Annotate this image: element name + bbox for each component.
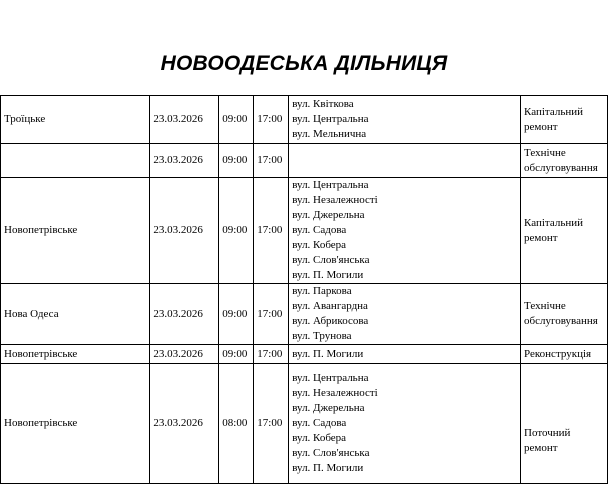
end-time-cell: 17:00 bbox=[254, 364, 289, 484]
streets-cell bbox=[289, 178, 521, 284]
end-time-cell: 17:00 bbox=[254, 284, 289, 345]
start-time-cell: 09:00 bbox=[219, 96, 254, 144]
street-name: вул. Джерельна bbox=[292, 209, 365, 221]
street-name: вул. Центральна bbox=[292, 372, 369, 384]
street-name: вул. Слов'янська bbox=[292, 254, 370, 266]
end-time-cell: 17:00 bbox=[254, 144, 289, 178]
table-row bbox=[1, 364, 608, 484]
streets-cell bbox=[289, 96, 521, 144]
work-type-cell: Технічне обслуговування bbox=[521, 284, 608, 345]
work-type-cell: Капітальний ремонт bbox=[521, 96, 608, 144]
street-name: вул. Центральна bbox=[292, 179, 369, 191]
street-name: вул. П. Могили bbox=[292, 462, 364, 474]
date-cell: 23.03.2026 bbox=[150, 178, 219, 284]
village-cell: Нова Одеса bbox=[1, 284, 150, 345]
date-cell: 23.03.2026 bbox=[150, 345, 219, 364]
date-cell: 23.03.2026 bbox=[150, 284, 219, 345]
street-name: вул. Джерельна bbox=[292, 402, 365, 414]
outage-schedule-table bbox=[0, 95, 608, 484]
streets-cell bbox=[289, 364, 521, 484]
street-name: вул. Кобера bbox=[292, 239, 347, 251]
table-row bbox=[1, 96, 608, 144]
table-row bbox=[1, 178, 608, 284]
street-name: вул. Авангардна bbox=[292, 300, 368, 312]
street-name: вул. Слов'янська bbox=[292, 447, 370, 459]
date-cell: 23.03.2026 bbox=[150, 364, 219, 484]
street-name: вул. Кобера bbox=[292, 432, 347, 444]
table-row bbox=[1, 144, 608, 178]
village-cell: Новопетрівське bbox=[1, 345, 150, 364]
street-name: вул. Незалежності bbox=[292, 194, 378, 206]
street-name: вул. Трунова bbox=[292, 330, 352, 342]
street-name: вул. П. Могили bbox=[292, 269, 364, 281]
work-type-cell: Поточний ремонт bbox=[521, 364, 608, 484]
work-type-cell: Реконструкція bbox=[521, 345, 608, 364]
streets-cell bbox=[289, 345, 521, 364]
start-time-cell: 08:00 bbox=[219, 364, 254, 484]
village-cell: Новопетрівське bbox=[1, 178, 150, 284]
street-name: вул. П. Могили bbox=[292, 347, 364, 360]
start-time-cell: 09:00 bbox=[219, 178, 254, 284]
end-time-cell: 17:00 bbox=[254, 345, 289, 364]
street-name: вул. Квіткова bbox=[292, 98, 354, 110]
start-time-cell: 09:00 bbox=[219, 284, 254, 345]
end-time-cell: 17:00 bbox=[254, 96, 289, 144]
street-name: вул. Абрикосова bbox=[292, 315, 369, 327]
work-type-cell: Капітальний ремонт bbox=[521, 178, 608, 284]
village-cell bbox=[1, 144, 150, 178]
street-name: вул. Незалежності bbox=[292, 387, 378, 399]
page-title: НОВООДЕСЬКА ДІЛЬНИЦЯ bbox=[160, 52, 448, 75]
street-name: вул. Садова bbox=[292, 417, 347, 429]
village-cell: Троїцьке bbox=[1, 96, 150, 144]
street-name: вул. Мельнична bbox=[292, 128, 367, 140]
streets-cell bbox=[289, 144, 521, 178]
street-name: вул. Паркова bbox=[292, 285, 352, 297]
start-time-cell: 09:00 bbox=[219, 345, 254, 364]
table-row bbox=[1, 345, 608, 364]
end-time-cell: 17:00 bbox=[254, 178, 289, 284]
work-type-cell: Технічне обслуговування bbox=[521, 144, 608, 178]
date-cell: 23.03.2026 bbox=[150, 96, 219, 144]
table-row bbox=[1, 284, 608, 345]
date-cell: 23.03.2026 bbox=[150, 144, 219, 178]
village-cell: Новопетрівське bbox=[1, 364, 150, 484]
start-time-cell: 09:00 bbox=[219, 144, 254, 178]
streets-cell bbox=[289, 284, 521, 345]
street-name: вул. Садова bbox=[292, 224, 347, 236]
street-name: вул. Центральна bbox=[292, 113, 369, 125]
